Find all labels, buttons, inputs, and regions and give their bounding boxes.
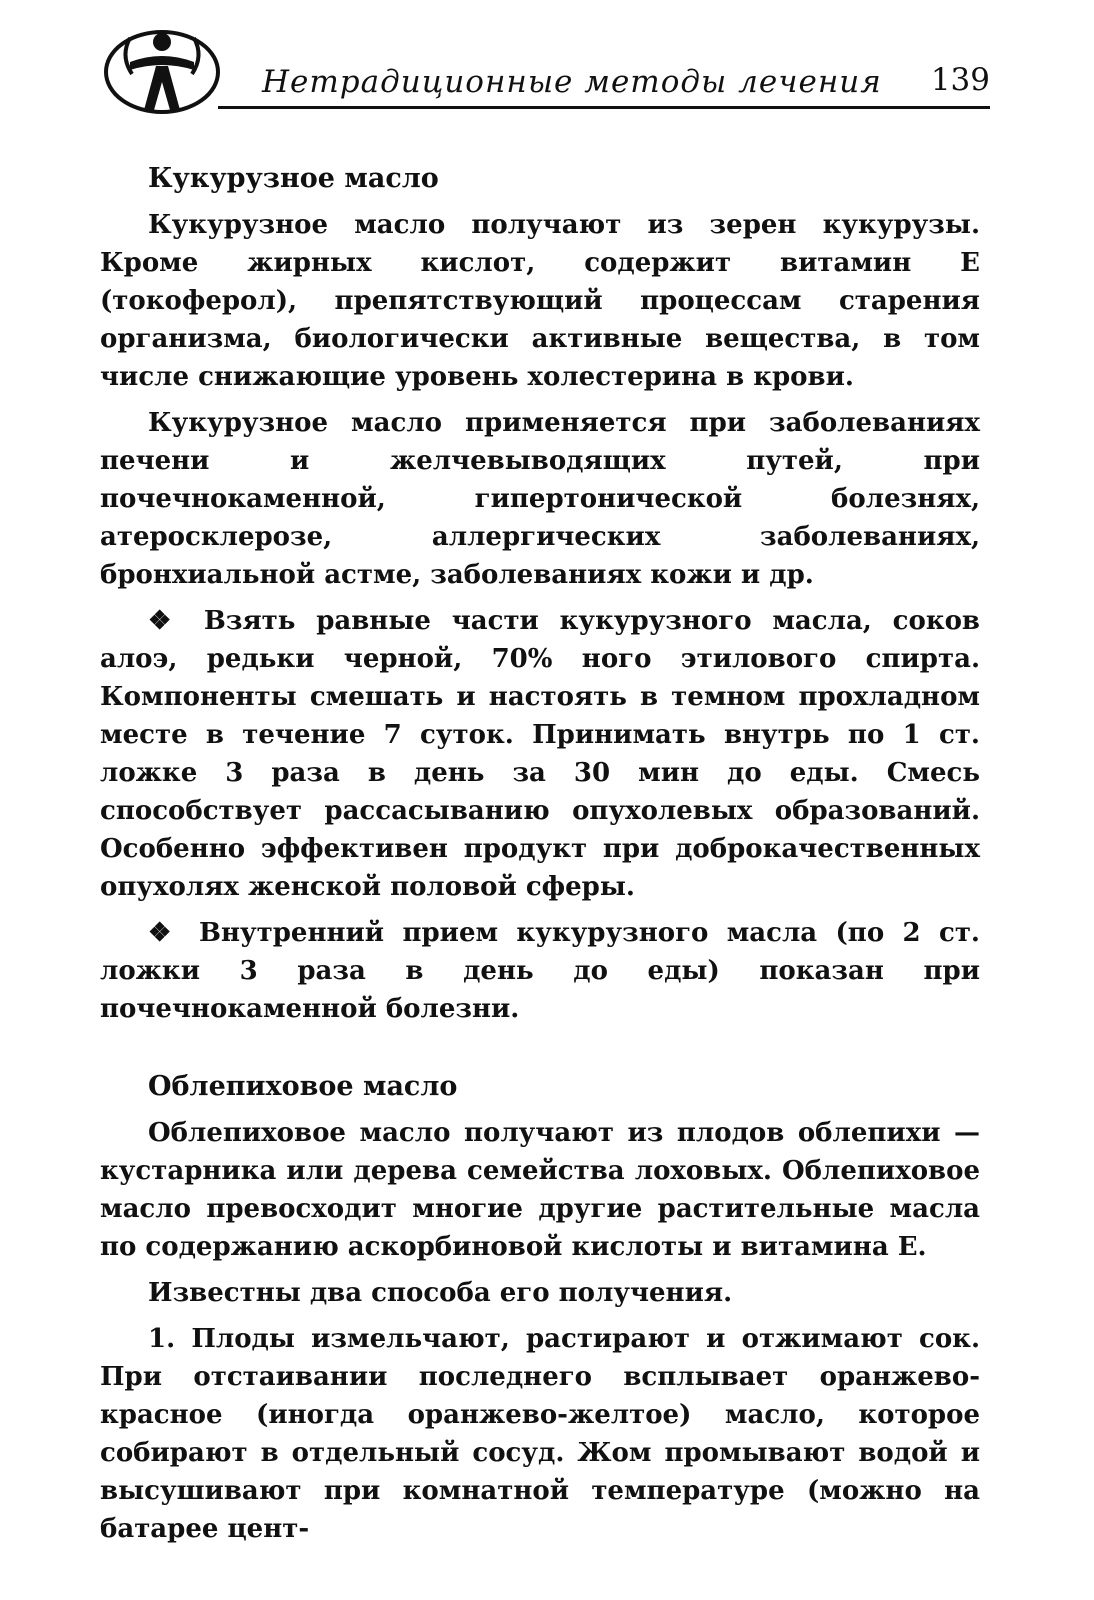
header-divider xyxy=(218,106,990,109)
section-heading-corn-oil: Кукурузное масло xyxy=(148,163,439,194)
paragraph: Кукурузное масло применяется при заболеваниях печени и желчевыводящих путей, при почечнокаменной, гипертонической болезнях, атеросклерозе, аллергических заболеваниях, бронхиальной астме, заболеваниях кожи и др. xyxy=(100,408,980,590)
section-heading-sea-buckthorn-oil: Облепиховое масло xyxy=(148,1071,458,1102)
page-header xyxy=(100,22,990,117)
paragraph: 1. Плоды измельчают, растирают и отжимают сок. При отстаивании последнего всплывает оранжево-красное (иногда оранжево-желтое) масло, которое собирают в отдельный сосуд. Жом промывают водой и высушивают при комнатной температуре (можно на батарее цент- xyxy=(100,1324,980,1544)
publisher-logo-icon xyxy=(100,26,224,116)
paragraph: Известны два способа его получения. xyxy=(148,1278,733,1308)
recipe-item: ❖ Взять равные части кукурузного масла, соков алоэ, редьки черной, 70% ного этилового спирта. Компоненты смешать и настоять в темном прохладном месте в течение 7 суток. Принимать внутрь по 1 ст. ложке 3 раза в день за 30 мин до еды. Смесь способствует рассасыванию опухолевых образований. Особенно эффективен продукт при доброкачественных опухолях женской половой сферы. xyxy=(100,602,980,906)
page-number: 139 xyxy=(930,62,990,98)
recipe-item: ❖ Внутренний прием кукурузного масла (по 2 ст. ложки 3 раза в день до еды) показан при почечнокаменной болезни. xyxy=(100,914,980,1028)
paragraph: Кукурузное масло получают из зерен кукурузы. Кроме жирных кислот, содержит витамин E (токоферол), препятствующий процессам старения организма, биологически активные вещества, в том числе снижающие уровень холестерина в крови. xyxy=(100,210,980,392)
page-body xyxy=(100,160,980,1548)
paragraph: Облепиховое масло получают из плодов облепихи — кустарника или дерева семейства лоховых. Облепиховое масло превосходит многие другие растительные масла по содержанию аскорбиновой кислоты и витамина E. xyxy=(100,1118,980,1262)
running-title: Нетрадиционные методы лечения xyxy=(262,64,882,100)
